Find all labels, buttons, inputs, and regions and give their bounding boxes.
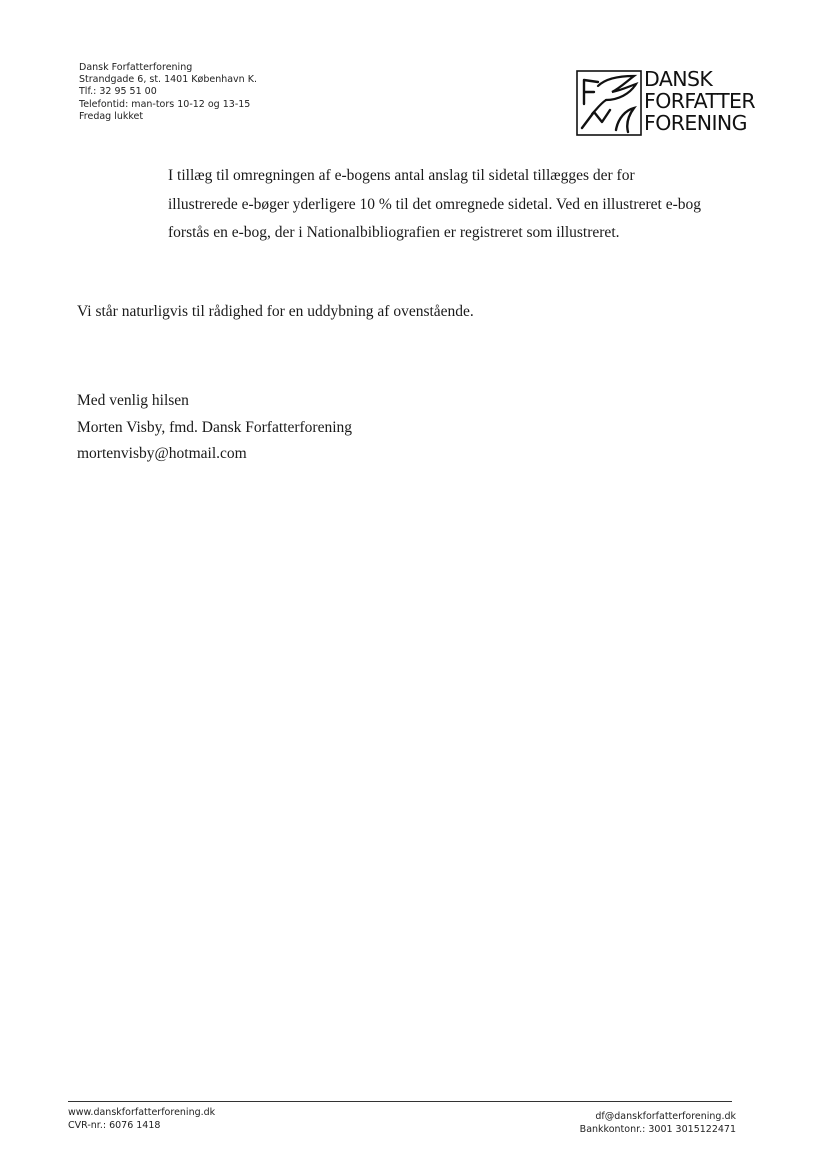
illustrated-ebook-paragraph <box>168 162 758 248</box>
phone-number: Tlf.: 32 95 51 00 <box>79 86 157 98</box>
friday-hours: Fredag lukket <box>79 110 144 122</box>
footer-bank-account: Bankkontonr.: 3001 3015122471 <box>579 1123 736 1135</box>
street-address: Strandgade 6, st. 1401 København K. <box>79 74 257 86</box>
letterhead-address <box>79 62 257 123</box>
footer-website: www.danskforfatterforening.dk <box>68 1107 216 1118</box>
footer-left <box>68 1107 215 1132</box>
logo-line-dansk: DANSK <box>644 67 713 91</box>
phone-hours: Telefontid: man-tors 10-12 og 13-15 <box>79 98 251 110</box>
pegasus-logo-icon <box>576 70 642 136</box>
footer-cvr: CVR-nr.: 6076 1418 <box>68 1119 161 1131</box>
org-name: Dansk Forfatterforening <box>79 62 193 73</box>
logo-line-forfatter: FORFATTER <box>644 89 755 113</box>
logo-wordmark <box>644 68 755 134</box>
closing-greeting: Med venlig hilsen <box>77 392 189 409</box>
signature-block <box>77 388 352 468</box>
paragraph-line: I tillæg til omregningen af e-bogens antal anslag til sidetal tillægges der for <box>168 167 635 184</box>
signatory-email: mortenvisby@hotmail.com <box>77 445 247 462</box>
footer-divider <box>68 1101 732 1102</box>
footer-email: df@danskforfatterforening.dk <box>595 1111 736 1122</box>
paragraph-line: forstås en e-bog, der i Nationalbibliografien er registreret som illustreret. <box>168 224 620 241</box>
dansk-forfatterforening-logo <box>574 68 774 140</box>
signatory-name: Morten Visby, fmd. Dansk Forfatterforening <box>77 418 353 436</box>
offer-line: Vi står naturligvis til rådighed for en uddybning af ovenstående. <box>77 303 474 320</box>
footer-right <box>580 1111 736 1136</box>
logo-line-forening: FORENING <box>644 111 747 135</box>
paragraph-line: illustrerede e-bøger yderligere 10 % til det omregnede sidetal. Ved en illustreret e-bog <box>168 195 701 213</box>
